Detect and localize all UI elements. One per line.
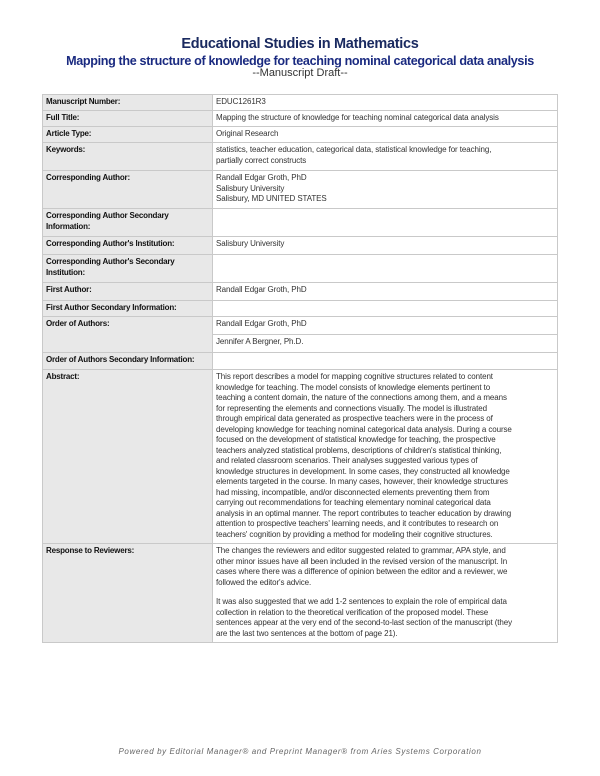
row-response-to-reviewers <box>43 544 558 643</box>
response-line: The changes the reviewers and editor suggested related to grammar, APA style, and <box>216 546 506 555</box>
field-value: Salisbury University <box>213 237 558 255</box>
abstract-line: teachers analyzed statistical problems, descriptions of children's statistical thinking, <box>216 445 502 455</box>
label-line: Information: <box>46 221 91 231</box>
field-label <box>43 209 213 237</box>
field-value <box>213 353 558 370</box>
page-header <box>0 36 600 79</box>
row-manuscript-number <box>43 95 558 111</box>
page-footer: Powered by Editorial Manager® and Preprint Manager® from Aries Systems Corporation <box>118 747 482 756</box>
abstract-line: for representing the elements and connections visually. The model is illustrated <box>216 403 487 413</box>
field-value <box>213 143 558 171</box>
row-corr-secondary-institution <box>43 255 558 283</box>
field-label: Order of Authors Secondary Information: <box>43 353 213 370</box>
abstract-line: knowledge for teaching. The model consists of knowledge elements pertinent to <box>216 382 491 392</box>
row-abstract <box>43 370 558 544</box>
manuscript-metadata-table <box>42 94 558 643</box>
response-line: collection in relation to the theoretical verification of the proposed model. These <box>216 607 489 617</box>
abstract-line: had missing, incompatible, and/or disconnected elements preventing them from <box>216 487 490 497</box>
field-value: Randall Edgar Groth, PhD <box>213 283 558 301</box>
response-line: other minor issues have all been included in the revised version of the manuscript. In <box>216 556 508 566</box>
row-full-title <box>43 111 558 127</box>
author-affiliation: Salisbury University <box>216 183 285 193</box>
field-value <box>213 171 558 209</box>
abstract-text <box>213 370 558 544</box>
field-label <box>43 255 213 283</box>
keywords-line: partially correct constructs <box>216 155 307 165</box>
field-value <box>213 301 558 317</box>
field-value: EDUC1261R3 <box>213 95 558 111</box>
field-value: Mapping the structure of knowledge for teaching nominal categorical data analysis <box>213 111 558 127</box>
abstract-line: through empirical data generated as prospective teachers were in the process of <box>216 414 493 423</box>
response-line: cases where there was a difference of opinion between the editor and a reviewer, we <box>216 567 508 576</box>
author-name: Randall Edgar Groth, PhD <box>216 173 307 182</box>
abstract-line: focused on the development of statistical knowledge for teaching, the prospective <box>216 435 496 444</box>
abstract-line: and related classroom scenarios. Their analyses suggested various types of <box>216 456 478 465</box>
row-order-secondary <box>43 353 558 370</box>
abstract-line: This report describes a model for mapping cognitive structures related to content <box>216 372 493 381</box>
author-entry: Jennifer A Bergner, Ph.D. <box>213 335 558 353</box>
abstract-line: teachers' cognition by providing a method for modeling their cognitive structures. <box>216 529 493 539</box>
row-corr-secondary-info <box>43 209 558 237</box>
field-label: Order of Authors: <box>43 317 213 353</box>
paragraph-gap <box>216 588 554 597</box>
response-text <box>213 544 558 643</box>
abstract-line: attention to prospective teachers' learning needs, and it contributes to research on <box>216 519 499 528</box>
journal-name: Educational Studies in Mathematics <box>181 36 419 52</box>
abstract-line: analysis in an optimal manner. The report contributes to teacher education by drawing <box>216 508 512 518</box>
response-line: followed the editor's advice. <box>216 577 312 587</box>
field-label: Keywords: <box>43 143 213 171</box>
label-line: Corresponding Author's Secondary <box>46 257 175 266</box>
field-label: Manuscript Number: <box>43 95 213 111</box>
abstract-line: teaching a content domain, the nature of the connections among them, and a means <box>216 393 507 402</box>
field-label: Article Type: <box>43 127 213 143</box>
row-corr-institution <box>43 237 558 255</box>
author-location: Salisbury, MD UNITED STATES <box>216 194 327 203</box>
response-line: sentences appear at the very end of the second-to-last section of the manuscript (they <box>216 618 513 627</box>
row-first-author-secondary <box>43 301 558 317</box>
field-label: Abstract: <box>43 370 213 544</box>
response-line: It was also suggested that we add 1-2 sentences to explain the role of empirical data <box>216 597 507 606</box>
row-keywords <box>43 143 558 171</box>
response-line: are the last two sentences at the bottom of page 21). <box>216 628 398 638</box>
abstract-line: elements targeted in the course. In many cases, however, their knowledge structures <box>216 477 508 486</box>
row-first-author <box>43 283 558 301</box>
field-value: Original Research <box>213 127 558 143</box>
field-value <box>213 255 558 283</box>
field-label: First Author: <box>43 283 213 301</box>
manuscript-title: Mapping the structure of knowledge for teaching nominal categorical data analysis <box>66 54 534 68</box>
abstract-line: knowledge structures in development. In some cases, they constructed all knowledge <box>216 466 510 476</box>
label-line: Institution: <box>46 267 85 277</box>
abstract-line: developing knowledge for teaching nominal categorical data analysis. During a course <box>216 424 512 434</box>
keywords-line: statistics, teacher education, categorical data, statistical knowledge for teaching, <box>216 145 492 154</box>
abstract-line: carrying out recommendations for teaching elementary nominal categorical data <box>216 498 491 507</box>
row-corresponding-author <box>43 171 558 209</box>
field-label: Full Title: <box>43 111 213 127</box>
draft-label: --Manuscript Draft-- <box>252 67 348 79</box>
row-order-of-authors <box>43 317 558 335</box>
author-entry: Randall Edgar Groth, PhD <box>213 317 558 335</box>
field-label: Corresponding Author's Institution: <box>43 237 213 255</box>
label-line: Corresponding Author Secondary <box>46 211 169 220</box>
row-article-type <box>43 127 558 143</box>
field-value <box>213 209 558 237</box>
field-label: Corresponding Author: <box>43 171 213 209</box>
field-label: First Author Secondary Information: <box>43 301 213 317</box>
field-label: Response to Reviewers: <box>43 544 213 643</box>
